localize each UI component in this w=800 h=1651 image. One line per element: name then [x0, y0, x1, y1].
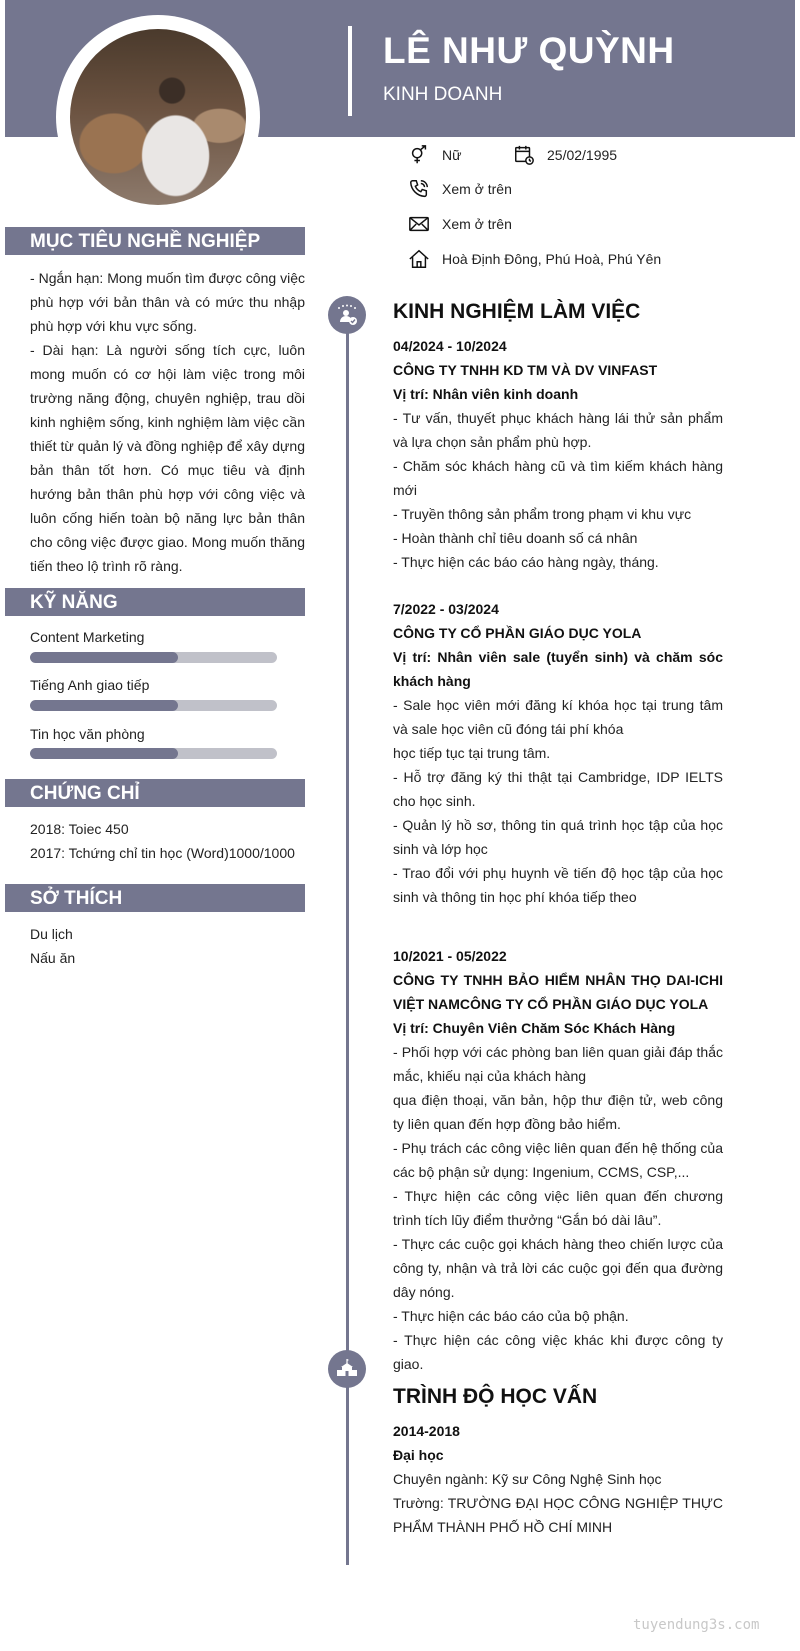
gender-icon: [408, 144, 430, 166]
education-school: Trường: TRƯỜNG ĐẠI HỌC CÔNG NGHIỆP THỰC PHẨM THÀNH PHỐ HỒ CHÍ MINH: [393, 1495, 723, 1535]
education-icon-badge: [328, 1350, 366, 1388]
skill-label: Content Marketing: [30, 629, 145, 645]
education-level: Đại học: [393, 1447, 444, 1463]
hobbies-list: [30, 922, 305, 970]
education-major: Chuyên ngành: Kỹ sư Công Nghệ Sinh học: [393, 1471, 662, 1487]
experience-heading: KINH NGHIỆM LÀM VIỆC: [393, 300, 641, 323]
skill-label: Tin học văn phòng: [30, 726, 145, 742]
job-duty: - Chăm sóc khách hàng cũ và tìm kiếm khách hàng mới: [393, 458, 723, 498]
email-value: Xem ở trên: [442, 216, 512, 232]
certificates-list: [30, 817, 305, 865]
job-duty: học tiếp tục tại trung tâm.: [393, 745, 551, 761]
header-divider: [348, 26, 352, 116]
address-row: [408, 247, 661, 271]
candidate-name: LÊ NHƯ QUỲNH: [383, 30, 675, 71]
job-entry: [393, 334, 723, 574]
phone-icon: [408, 178, 430, 200]
skill-bar: [30, 748, 277, 759]
job-position: Vị trí: Nhân viên kinh doanh: [393, 386, 579, 402]
objective-short-term: - Ngắn hạn: Mong muốn tìm được công việc phù hợp với bản thân và có mức thu nhập phù hợp với khu vực sống.: [30, 270, 305, 334]
skill-bar-fill: [30, 652, 178, 663]
job-company: CÔNG TY TNHH BẢO HIỂM NHÂN THỌ DAI-ICHI VIỆT NAMCÔNG TY CỔ PHẦN GIÁO DỤC YOLA: [393, 972, 723, 1012]
skill-bar: [30, 700, 277, 711]
skill-label: Tiếng Anh giao tiếp: [30, 677, 150, 693]
job-period: 7/2022 - 03/2024: [393, 601, 499, 617]
objective-long-term: - Dài hạn: Là người sống tích cực, luôn mong muốn có cơ hội làm việc trong môi trường năng động, chuyên nghiệp, trau dồi kinh nghiệm sống, kinh nghiệm làm việc cần thiết từ quản lý và đồng nghiệp để xây dựng bản thân tốt hơn. Có mục tiêu và định hướng bản thân phù hợp với công việc và luôn cống hiến toàn bộ năng lực bản thân cho công việc được giao. Mong muốn thăng tiến theo lộ trình rõ ràng.: [30, 342, 305, 574]
skills-heading: KỸ NĂNG: [5, 588, 305, 616]
envelope-icon: [408, 213, 430, 235]
job-company: CÔNG TY CỔ PHẦN GIÁO DỤC YOLA: [393, 625, 642, 641]
certificate-item: 2018: Toiec 450: [30, 821, 129, 837]
calendar-icon: [513, 144, 535, 166]
job-duty: - Thực hiện các công việc khác khi được công ty giao.: [393, 1332, 723, 1372]
job-duty: - Phụ trách các công việc liên quan đến hệ thống của các bộ phận sử dụng: Ingenium, CCMS, CSP,...: [393, 1140, 723, 1180]
hobby-item: Du lịch: [30, 926, 73, 942]
job-duty: - Thực các cuộc gọi khách hàng theo chiến lược của công ty, nhận và trả lời các cuộc gọi đến qua đường dây nóng.: [393, 1236, 723, 1300]
job-period: 10/2021 - 05/2022: [393, 948, 507, 964]
job-duty: - Hỗ trợ đăng ký thi thật tại Cambridge, IDP IELTS cho học sinh.: [393, 769, 723, 809]
job-company: CÔNG TY TNHH KD TM VÀ DV VINFAST: [393, 362, 658, 378]
gender-row: [408, 143, 461, 167]
job-duty: - Phối hợp với các phòng ban liên quan giải đáp thắc mắc, khiếu nại của khách hàng: [393, 1044, 723, 1084]
birthdate-value: 25/02/1995: [547, 147, 618, 163]
hobbies-heading: SỞ THÍCH: [5, 884, 305, 912]
skill-bar-fill: [30, 748, 178, 759]
experience-icon-badge: [328, 296, 366, 334]
home-icon: [408, 248, 430, 270]
job-duty: - Quản lý hồ sơ, thông tin quá trình học tập của học sinh và lớp học: [393, 817, 723, 857]
job-duty: - Thực hiện các báo cáo của bộ phận.: [393, 1308, 629, 1324]
job-duty: - Tư vấn, thuyết phục khách hàng lái thử sản phẩm và lựa chọn sản phẩm phù hợp.: [393, 410, 723, 450]
hobby-item: Nấu ăn: [30, 950, 76, 966]
job-duty: qua điện thoại, văn bản, hộp thư điện tử, web công ty liên quan đến hợp đồng bảo hiểm.: [393, 1092, 723, 1132]
award-person-icon: [334, 302, 360, 328]
candidate-role: KINH DOANH: [383, 84, 503, 105]
skill-bar: [30, 652, 277, 663]
job-position: Vị trí: Nhân viên sale (tuyển sinh) và chăm sóc khách hàng: [393, 649, 723, 689]
job-period: 04/2024 - 10/2024: [393, 338, 507, 354]
job-duty: - Thực hiện các báo cáo hàng ngày, tháng.: [393, 554, 659, 570]
job-entry: [393, 597, 723, 909]
job-entry: [393, 944, 723, 1376]
education-heading: TRÌNH ĐỘ HỌC VẤN: [393, 1385, 598, 1408]
address-value: Hoà Định Đông, Phú Hoà, Phú Yên: [442, 251, 662, 267]
avatar: [70, 29, 246, 205]
birthdate-row: [513, 143, 617, 167]
watermark: tuyendung3s.com: [633, 1617, 760, 1633]
certificates-heading: CHỨNG CHỈ: [5, 779, 305, 807]
phone-value: Xem ở trên: [442, 181, 512, 197]
certificate-item: 2017: Tchứng chỉ tin học (Word)1000/1000: [30, 845, 295, 861]
objective-text: [30, 266, 305, 578]
gender-value: Nữ: [442, 147, 462, 163]
education-period: 2014-2018: [393, 1423, 460, 1439]
job-duty: - Hoàn thành chỉ tiêu doanh số cá nhân: [393, 530, 638, 546]
job-position: Vị trí: Chuyên Viên Chăm Sóc Khách Hàng: [393, 1020, 676, 1036]
phone-row: [408, 177, 512, 201]
education-entry: [393, 1419, 723, 1539]
objective-heading: MỤC TIÊU NGHỀ NGHIỆP: [5, 227, 305, 255]
email-row: [408, 212, 512, 236]
job-duty: - Thực hiện các công việc liên quan đến chương trình tích lũy điểm thưởng “Gắn bó dài lâu”.: [393, 1188, 723, 1228]
job-duty: - Truyền thông sản phẩm trong phạm vi khu vực: [393, 506, 692, 522]
job-duty: - Trao đổi với phụ huynh về tiến độ học tập của học sinh và thông tin học phí khóa tiếp theo: [393, 865, 723, 905]
school-icon: [334, 1356, 360, 1382]
skill-bar-fill: [30, 700, 178, 711]
job-duty: - Sale học viên mới đăng kí khóa học tại trung tâm và sale học viên cũ đóng tái phí khóa: [393, 697, 723, 737]
